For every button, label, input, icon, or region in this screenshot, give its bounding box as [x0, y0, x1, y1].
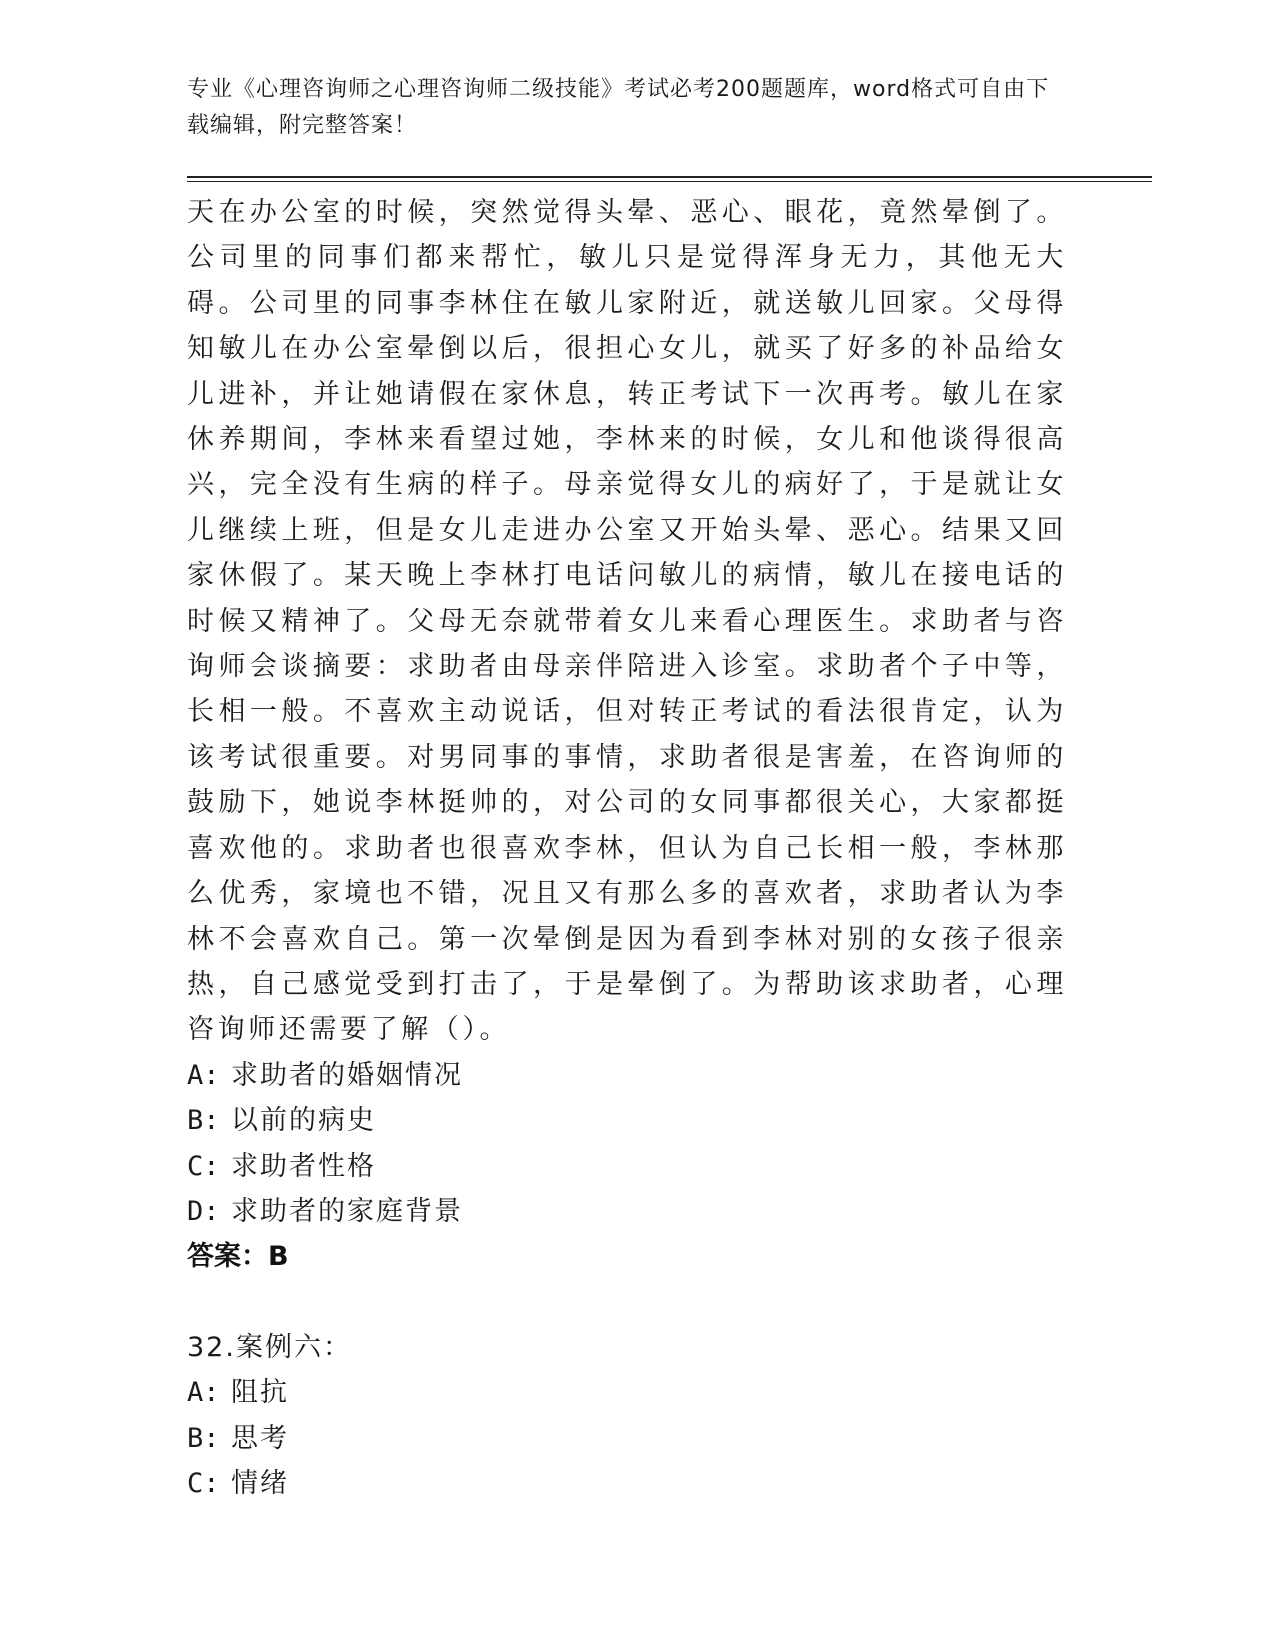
option-text: 情绪 — [231, 1467, 289, 1499]
question-31 — [187, 190, 1067, 1280]
option-d — [187, 1189, 1067, 1234]
question-32 — [187, 1325, 1067, 1507]
option-c — [187, 1461, 1067, 1506]
option-text: 求助者的家庭背景 — [231, 1195, 463, 1227]
section-spacer — [187, 1280, 1067, 1325]
option-key: C: — [187, 1467, 220, 1499]
option-key: D: — [187, 1195, 220, 1227]
header-rule-thick — [187, 176, 1152, 178]
option-b — [187, 1098, 1067, 1143]
option-key: A: — [187, 1059, 220, 1091]
option-text: 求助者性格 — [231, 1150, 376, 1182]
header-rule-thin — [187, 181, 1152, 182]
option-key: B: — [187, 1105, 220, 1137]
option-a — [187, 1053, 1067, 1098]
document-header: 专业《心理咨询师之心理咨询师二级技能》考试必考200题题库，word格式可自由下载编辑，附完整答案！ — [187, 77, 1050, 138]
question-passage: 天在办公室的时候，突然觉得头晕、恶心、眼花，竟然晕倒了。公司里的同事们都来帮忙，敏儿只是觉得浑身无力，其他无大碍。公司里的同事李林住在敏儿家附近，就送敏儿回家。父母得知敏儿在办公室晕倒以后，很担心女儿，就买了好多的补品给女儿进补，并让她请假在家休息，转正考试下一次再考。敏儿在家休养期间，李林来看望过她，李林来的时候，女儿和他谈得很高兴，完全没有生病的样子。母亲觉得女儿的病好了，于是就让女儿继续上班，但是女儿走进办公室又开始头晕、恶心。结果又回家休假了。某天晚上李林打电话问敏儿的病情，敏儿在接电话的时候又精神了。父母无奈就带着女儿来看心理医生。求助者与咨询师会谈摘要：求助者由母亲伴陪进入诊室。求助者个子中等，长相一般。不喜欢主动说话，但对转正考试的看法很肯定，认为该考试很重要。对男同事的事情，求助者很是害羞，在咨询师的鼓励下，她说李林挺帅的，对公司的女同事都很关心，大家都挺喜欢他的。求助者也很喜欢李林，但认为自己长相一般，李林那么优秀，家境也不错，况且又有那么多的喜欢者，求助者认为李林不会喜欢自己。第一次晕倒是因为看到李林对别的女孩子很亲热，自己感觉受到打击了，于是晕倒了。为帮助该求助者，心理咨询师还需要了解（）。 — [187, 197, 1067, 1046]
option-key: B: — [187, 1422, 220, 1454]
question-title: 32.案例六： — [187, 1331, 352, 1363]
option-key: C: — [187, 1150, 220, 1182]
option-text: 思考 — [231, 1422, 289, 1454]
option-b — [187, 1416, 1067, 1461]
option-text: 阻抗 — [231, 1377, 289, 1409]
option-c — [187, 1144, 1067, 1189]
answer-line: 答案：B — [187, 1241, 289, 1273]
option-key: A: — [187, 1377, 220, 1409]
option-a — [187, 1370, 1067, 1415]
option-text: 求助者的婚姻情况 — [231, 1059, 463, 1091]
option-text: 以前的病史 — [231, 1105, 376, 1137]
document-body — [187, 190, 1067, 1506]
